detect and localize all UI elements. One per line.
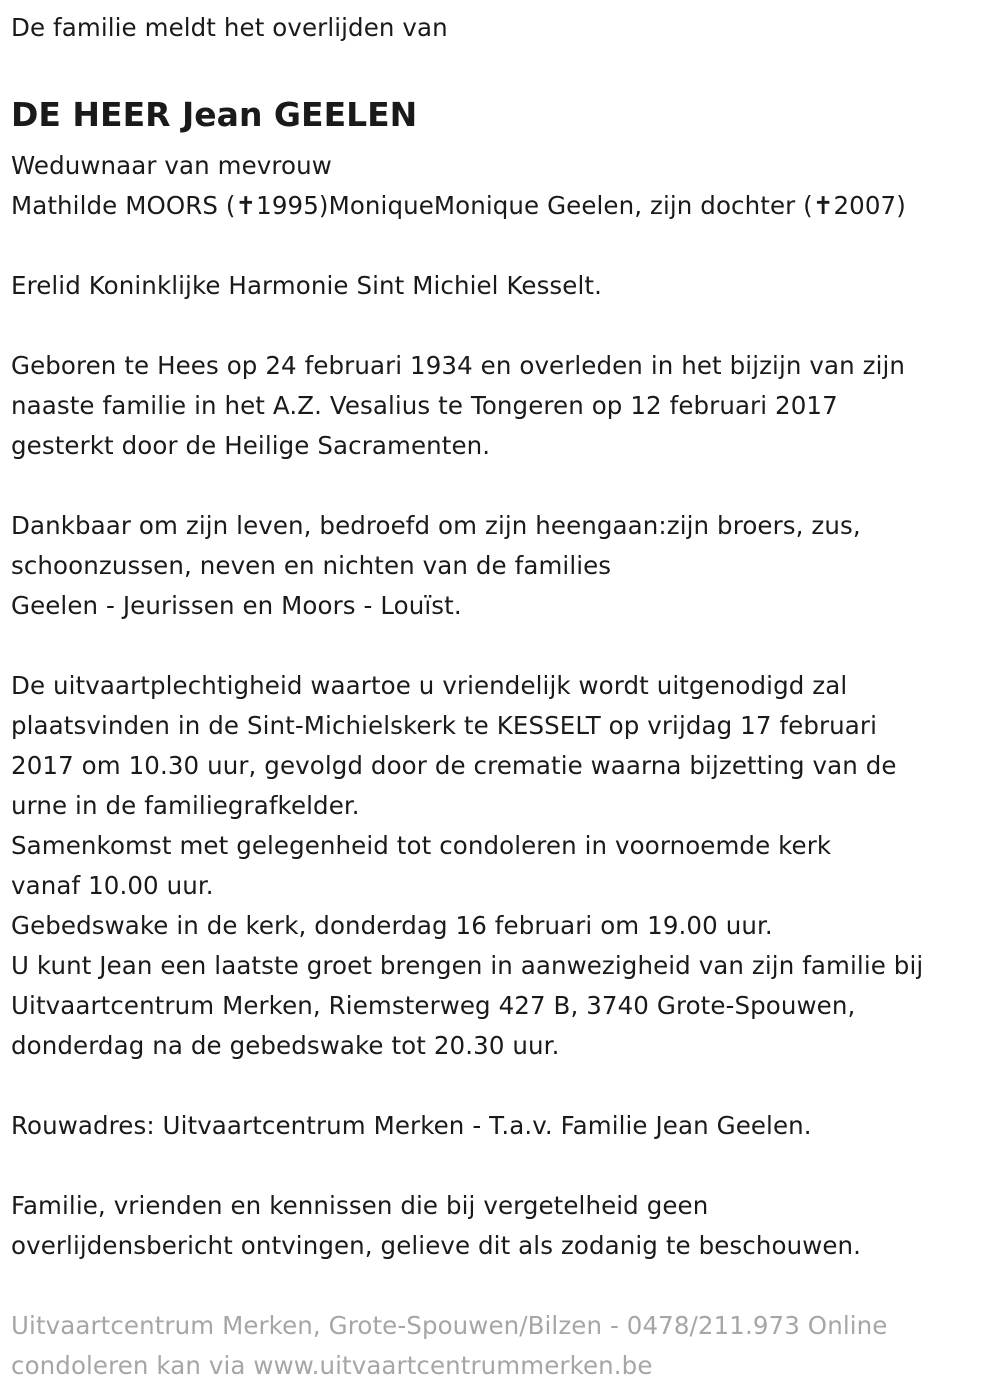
birth-death-line: naaste familie in het A.Z. Vesalius te Tongeren op 12 februari 2017 — [11, 391, 838, 420]
ceremony-line: 2017 om 10.30 uur, gevolgd door de crematie waarna bijzetting van de — [11, 751, 897, 780]
ceremony-line: plaatsvinden in de Sint-Michielskerk te KESSELT op vrijdag 17 februari — [11, 711, 877, 740]
birth-death-line: gesterkt door de Heilige Sacramenten. — [11, 431, 491, 460]
mourners-line: schoonzussen, neven en nichten van de families — [11, 551, 612, 580]
paragraph-gap — [11, 626, 996, 666]
ceremony-line: Uitvaartcentrum Merken, Riemsterweg 427 B, 3740 Grote-Spouwen, — [11, 991, 856, 1020]
funeral-home-footer: condoleren kan via www.uitvaartcentrummerken.be — [11, 1351, 653, 1380]
paragraph-gap — [11, 226, 996, 266]
mourners-line: Dankbaar om zijn leven, bedroefd om zijn heengaan:zijn broers, zus, — [11, 511, 861, 540]
relation-line: Weduwnaar van mevrouw — [11, 151, 332, 180]
paragraph-gap — [11, 1066, 996, 1106]
paragraph-gap — [11, 306, 996, 346]
ceremony-line: donderdag na de gebedswake tot 20.30 uur. — [11, 1031, 560, 1060]
ceremony-line: U kunt Jean een laatste groet brengen in aanwezigheid van zijn familie bij — [11, 951, 924, 980]
notice-line: Familie, vrienden en kennissen die bij vergetelheid geen — [11, 1191, 709, 1220]
ceremony-line: urne in de familiegrafkelder. — [11, 791, 360, 820]
mourning-address: Rouwadres: Uitvaartcentrum Merken - T.a.v. Familie Jean Geelen. — [11, 1111, 812, 1140]
paragraph-gap — [11, 1266, 996, 1306]
ceremony-line: Samenkomst met gelegenheid tot condoleren in voornoemde kerk — [11, 831, 832, 860]
deceased-name: DE HEER Jean GEELEN — [11, 95, 418, 134]
relation-line: Mathilde MOORS (✝1995)MoniqueMonique Geelen, zijn dochter (✝2007) — [11, 191, 906, 220]
paragraph-gap — [11, 1146, 996, 1186]
notice-line: overlijdensbericht ontvingen, gelieve dit als zodanig te beschouwen. — [11, 1231, 862, 1260]
ceremony-line: Gebedswake in de kerk, donderdag 16 februari om 19.00 uur. — [11, 911, 773, 940]
birth-death-line: Geboren te Hees op 24 februari 1934 en overleden in het bijzijn van zijn — [11, 351, 906, 380]
ceremony-line: vanaf 10.00 uur. — [11, 871, 214, 900]
intro-text: De familie meldt het overlijden van — [11, 13, 448, 42]
ceremony-line: De uitvaartplechtigheid waartoe u vriendelijk wordt uitgenodigd zal — [11, 671, 848, 700]
paragraph-gap — [11, 466, 996, 506]
obituary-notice — [11, 8, 996, 1386]
honorary-text: Erelid Koninklijke Harmonie Sint Michiel Kesselt. — [11, 271, 602, 300]
funeral-home-footer: Uitvaartcentrum Merken, Grote-Spouwen/Bilzen - 0478/211.973 Online — [11, 1311, 888, 1340]
mourners-line: Geelen - Jeurissen en Moors - Louïst. — [11, 591, 462, 620]
